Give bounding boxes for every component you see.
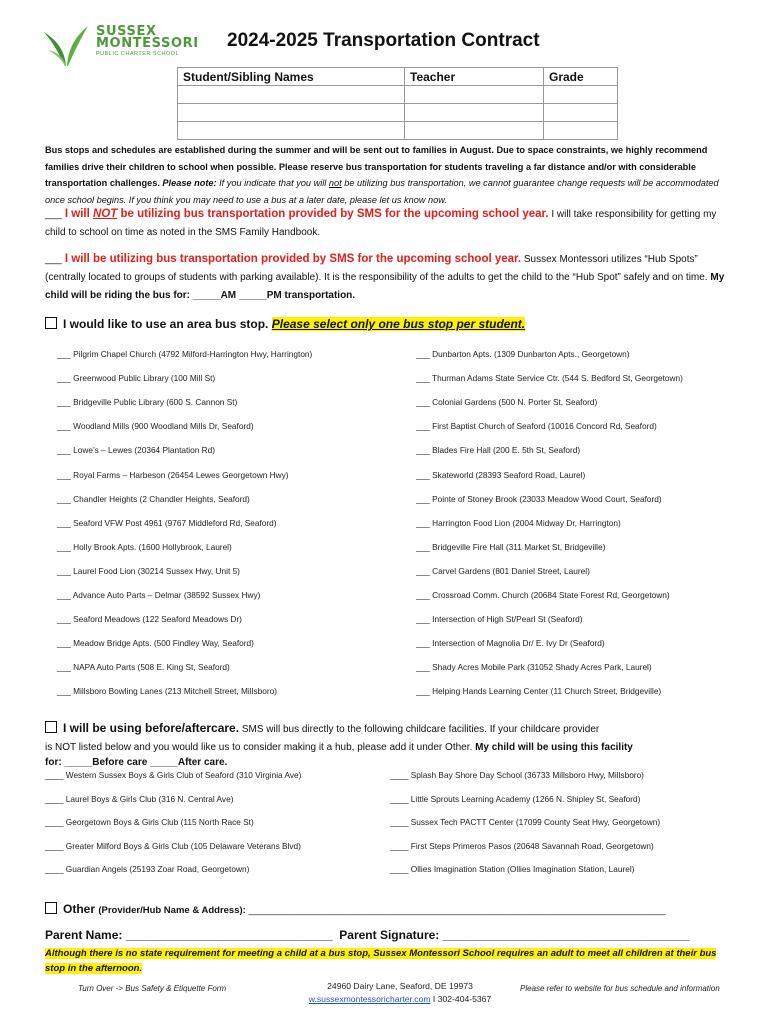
note-not: not [328, 178, 342, 188]
childcare-text-1: SMS will bus directly to the following childcare facilities. If your childcare provider [239, 724, 600, 735]
childcare-checkbox[interactable] [45, 721, 57, 733]
footer-phone: I 302-404-5367 [430, 994, 492, 1004]
student-name-cell[interactable] [178, 86, 405, 104]
bus-stop-option[interactable]: ___ Helping Hands Learning Center (11 Church Street, Bridgeville) [416, 686, 662, 697]
logo-subtitle: PUBLIC CHARTER SCHOOL [96, 51, 180, 57]
table-header-row [178, 68, 618, 86]
bus-stop-option[interactable]: ____ Little Sprouts Learning Academy (1266 N. Shipley St, Seaford) [390, 793, 641, 804]
bus-stop-option[interactable]: ___ Colonial Gardens (500 N. Porter St, Seaford) [416, 397, 598, 408]
bus-stop-option[interactable]: ___ Seaford Meadows (122 Seaford Meadows Dr) [57, 614, 242, 625]
bus-stop-option[interactable]: ___ First Baptist Church of Seaford (10016 Concord Rd, Seaford) [416, 421, 657, 432]
students-table [177, 67, 618, 140]
footer-turn-over: Turn Over -> Bus Safety & Etiquette Form [78, 984, 227, 993]
bus-stop-option[interactable]: ___ Greenwood Public Library (100 Mill St) [57, 373, 216, 384]
grade-cell[interactable] [544, 122, 618, 140]
bus-stop-option[interactable]: ___ Advance Auto Parts – Delmar (38592 Sussex Hwy) [57, 590, 261, 600]
bus-stop-option[interactable]: ___ Intersection of High St/Pearl St (Seaford) [416, 614, 583, 625]
footer-website-link[interactable]: w.sussexmontessoricharter.com [308, 994, 431, 1004]
bus-stop-option[interactable]: ___ Blades Fire Hall (200 E. 5th St, Seaford) [416, 445, 581, 456]
note-text-2: be utilizing bus transportation, we cannot guarantee change requests will be accommodated once school begins. If you think you may need to use a bus at a later date, please let us know now. [45, 178, 719, 205]
signature-line [45, 928, 690, 942]
bus-stop-option[interactable]: ___ Shady Acres Mobile Park (31052 Shady Acres Park, Laurel) [416, 662, 652, 673]
bus-stop-option[interactable]: ___ Skateworld (28393 Seaford Road, Laurel) [416, 469, 586, 480]
disclaimer [45, 946, 735, 976]
teacher-cell[interactable] [405, 122, 544, 140]
bus-stop-option[interactable]: ____ Greater Milford Boys & Girls Club (105 Delaware Veterans Blvd) [45, 840, 301, 851]
bus-stop-option[interactable]: ___ Pointe of Stoney Brook (23033 Meadow Wood Court, Seaford) [416, 493, 662, 504]
notice-paragraph [45, 142, 735, 208]
bus-stop-option[interactable]: ___ Laurel Food Lion (30214 Sussex Hwy, Unit 5) [57, 565, 240, 576]
bus-stop-option[interactable]: ___ Harrington Food Lion (2004 Midway Dr, Harrington) [416, 517, 621, 528]
option-yes-rest: Sussex Montessori utilizes “Hub Spots” (centrally located to groups of students with parking available). It is the responsibility of the adults to get the child to the “Hub Spot” safely and on time. [45, 254, 711, 283]
student-name-cell[interactable] [178, 104, 405, 122]
other-input-line[interactable]: _______________________________________________________________________________ [248, 905, 666, 916]
bus-stop-option[interactable]: ___ Meadow Bridge Apts. (500 Findley Way, Seaford) [57, 638, 254, 649]
note-label: Please note: [162, 178, 217, 188]
childcare-text-2: is NOT listed below and you would like us to consider making it a hub, please add it under Other. [45, 742, 476, 753]
bus-stop-option[interactable]: ___ Dunbarton Apts. (1309 Dunbarton Apts., Georgetown) [416, 349, 630, 359]
bus-stop-option[interactable]: ___ Lowe’s – Lewes (20364 Plantation Rd) [57, 445, 216, 456]
childcare-for-line[interactable]: for: _____Before care _____After care. [45, 757, 228, 768]
bus-stop-option[interactable]: ___ Holly Brook Apts. (1600 Hollybrook, Laurel) [57, 541, 232, 552]
bus-stop-option[interactable]: ____ Ollies Imagination Station (Ollies Imagination Station, Laurel) [390, 864, 635, 874]
bus-stop-option[interactable]: ___ Bridgeville Public Library (600 S. Cannon St) [57, 397, 238, 408]
area-stop-checkbox[interactable] [45, 317, 57, 329]
other-checkbox[interactable] [45, 902, 57, 914]
bus-stop-option[interactable]: ___ Millsboro Bowling Lanes (213 Mitchell Street, Millsboro) [57, 686, 277, 697]
area-stop-heading [45, 317, 525, 331]
bus-stop-option[interactable]: ___ Carvel Gardens (801 Daniel Street, Laurel) [416, 565, 590, 576]
table-row [178, 104, 618, 122]
bus-stop-option[interactable]: ___ Crossroad Comm. Church (20684 State Forest Rd, Georgetown) [416, 590, 670, 600]
bus-stop-option[interactable]: ___ Royal Farms – Harbeson (26454 Lewes Georgetown Hwy) [57, 469, 289, 480]
grade-cell[interactable] [544, 86, 618, 104]
disclaimer-text: Although there is no state requirement for meeting a child at a bus stop, Sussex Montessori School requires an adult to meet all children at their bus stop in the afternoon. [45, 948, 717, 974]
student-name-cell[interactable] [178, 122, 405, 140]
option-not-utilizing [45, 205, 735, 242]
leaf-logo-icon [38, 22, 94, 68]
footer-address-block [300, 980, 500, 1006]
note-text-1: If you indicate that you will [216, 178, 329, 188]
option-not-red-text: I will [61, 208, 93, 220]
notice-text: Bus stops and schedules are established during the summer and will be sent out to families in August. Due to space constraints, we highly recommend families drive their children to school when possible. Please reserve bus transportation for students traveling a far distance and/or with considerable transportation challenges. [45, 145, 708, 188]
bus-stop-option[interactable]: ___ Seaford VFW Post 4961 (9767 Middleford Rd, Seaford) [57, 517, 277, 528]
childcare-section [45, 719, 735, 769]
option-not-rest: I will take responsibility for getting my child to school on time as noted in the SMS Family Handbook. [45, 209, 717, 238]
bus-stop-option[interactable]: ____ Sussex Tech PACTT Center (17099 County Seat Hwy, Georgetown) [390, 817, 661, 827]
option-utilizing [45, 250, 735, 305]
other-provider-line [45, 902, 666, 916]
option-yes-bold: My child will be riding the bus for: _____AM _____PM transportation. [45, 272, 725, 301]
teacher-cell[interactable] [405, 86, 544, 104]
bus-stop-option[interactable]: ___ Intersection of Magnolia Dr/ E. Ivy Dr (Seaford) [416, 638, 605, 649]
footer-note: Please refer to website for bus schedule and information [520, 984, 720, 993]
column-header-grade: Grade [544, 68, 618, 86]
option-not-red-text-2: be utilizing bus transportation provided by SMS for the upcoming school year. [117, 208, 549, 220]
bus-stop-option[interactable]: ___ Bridgeville Fire Hall (311 Market St, Bridgeville) [416, 541, 606, 552]
option-not-blank[interactable]: ___ [45, 209, 62, 220]
option-yes-blank[interactable]: ___ [45, 254, 62, 265]
other-label: Other [63, 902, 96, 916]
bus-stop-option[interactable]: ___ Woodland Mills (900 Woodland Mills Dr, Seaford) [57, 421, 254, 432]
bus-stop-option[interactable]: ___ Pilgrim Chapel Church (4792 Milford-Harrington Hwy, Harrington) [57, 349, 313, 359]
bus-stop-option[interactable]: ___ NAPA Auto Parts (508 E. King St, Seaford) [57, 662, 230, 673]
bus-stop-option[interactable]: ____ Western Sussex Boys & Girls Club of Seaford (310 Virginia Ave) [45, 770, 302, 780]
school-logo [38, 22, 199, 68]
footer-address: 24960 Dairy Lane, Seaford, DE 19973 [327, 981, 473, 991]
column-header-names: Student/Sibling Names [178, 68, 405, 86]
bus-stop-option[interactable]: ____ Georgetown Boys & Girls Club (115 North Race St) [45, 817, 254, 827]
bus-stop-option[interactable]: ____ Guardian Angels (25193 Zoar Road, Georgetown) [45, 864, 250, 874]
grade-cell[interactable] [544, 104, 618, 122]
page-title: 2024-2025 Transportation Contract [227, 30, 540, 51]
bus-stop-option[interactable]: ____ First Steps Primeros Pasos (20648 Savannah Road, Georgetown) [390, 840, 654, 851]
bus-stop-option[interactable]: ____ Laurel Boys & Girls Club (316 N. Central Ave) [45, 793, 234, 804]
column-header-teacher: Teacher [405, 68, 544, 86]
bus-stop-option[interactable]: ____ Splash Bay Shore Day School (36733 Millsboro Hwy, Millsboro) [390, 770, 644, 780]
table-row [178, 122, 618, 140]
logo-name: SUSSEX MONTESSORI [96, 24, 199, 51]
option-yes-red-text: I will be utilizing bus transportation provided by SMS for the upcoming school year. [61, 253, 522, 265]
option-not-emphasis: NOT [93, 208, 118, 220]
area-stop-heading-text: I would like to use an area bus stop. [63, 317, 269, 331]
parent-name-field[interactable]: Parent Name: _______________________________ [45, 928, 333, 942]
childcare-bold: My child will be using this facility [475, 742, 633, 753]
teacher-cell[interactable] [405, 104, 544, 122]
other-sublabel: (Provider/Hub Name & Address): [98, 905, 249, 916]
area-stop-instruction: Please select only one bus stop per student. [271, 317, 526, 331]
parent-signature-field[interactable]: Parent Signature: _____________________________________ [339, 928, 690, 942]
bus-stop-option[interactable]: ___ Thurman Adams State Service Ctr. (544 S. Bedford St, Georgetown) [416, 373, 683, 384]
childcare-heading: I will be using before/aftercare. [63, 721, 240, 735]
bus-stop-option[interactable]: ___ Chandler Heights (2 Chandler Heights, Seaford) [57, 493, 250, 504]
table-row [178, 86, 618, 104]
